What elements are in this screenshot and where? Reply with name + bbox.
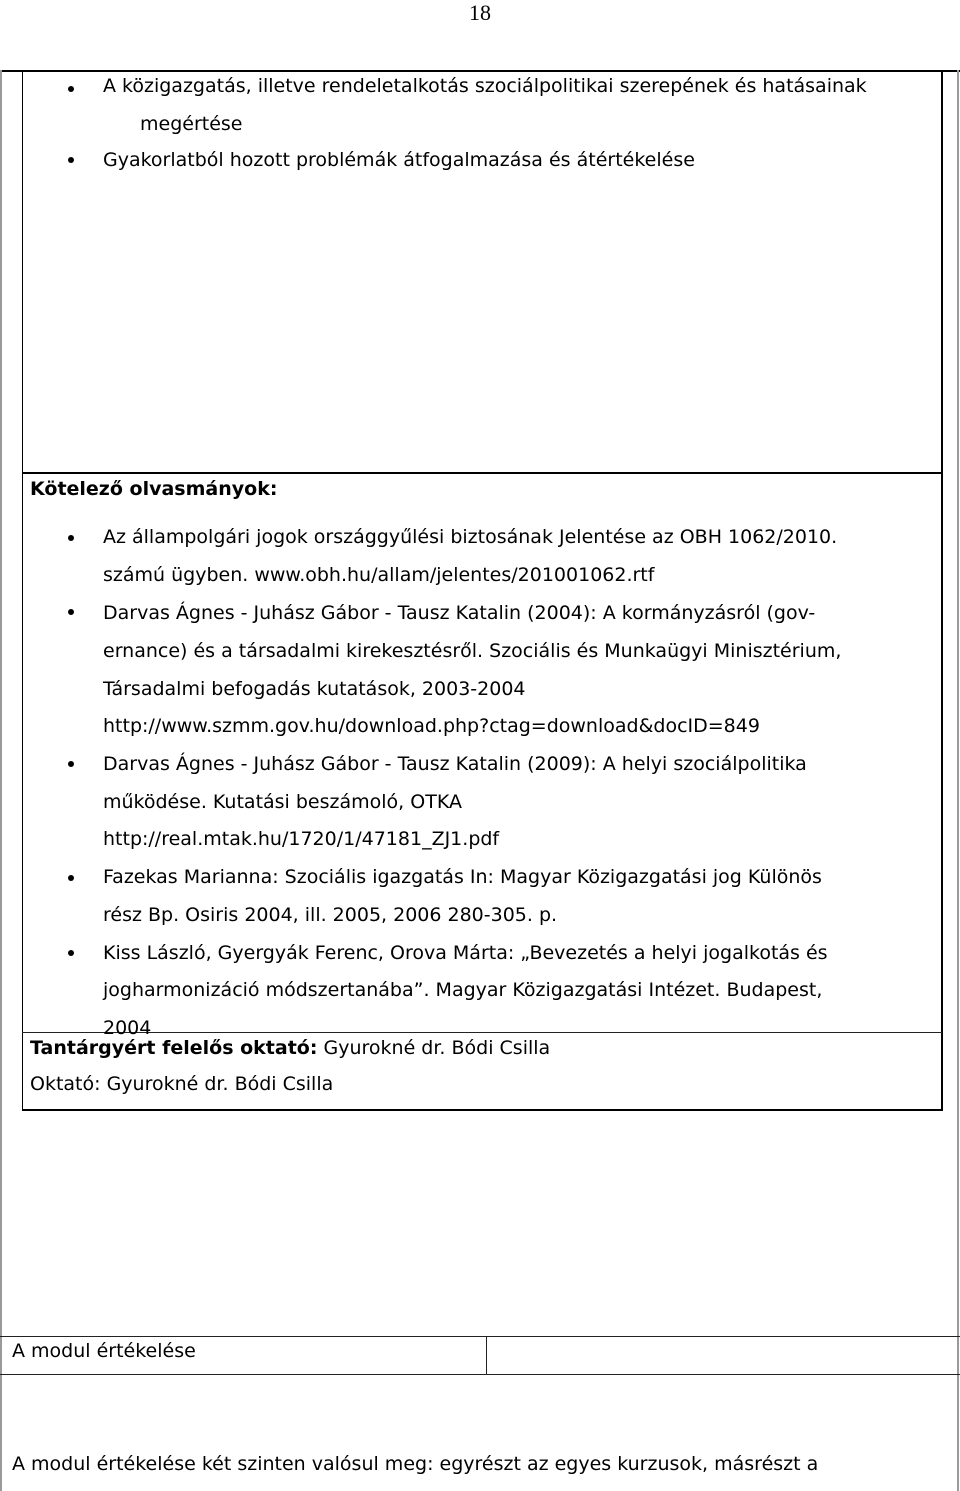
bullet-icon — [68, 875, 74, 881]
reading-line: Kiss László, Gyergyák Ferenc, Orova Márta: „Bevezetés a helyi jogalkotás és — [103, 942, 828, 964]
cell-border-bottom — [22, 1109, 943, 1111]
reading-line: Az állampolgári jogok országgyűlési biztosának Jelentése az OBH 1062/2010. — [103, 526, 838, 548]
reading-line: rész Bp. Osiris 2004, ill. 2005, 2006 280-305. p. — [103, 904, 558, 926]
reading-line: Darvas Ágnes - Juhász Gábor - Tausz Katalin (2009): A helyi szociálpolitika — [103, 753, 807, 775]
reading-line: számú ügyben. www.obh.hu/allam/jelentes/201001062.rtf — [103, 564, 655, 586]
reading-line: 2004 — [103, 1017, 152, 1039]
responsible-divider — [22, 1032, 942, 1033]
bullet-icon — [68, 535, 74, 541]
reading-line: Fazekas Marianna: Szociális igazgatás In: Magyar Közigazgatási jog Különös — [103, 866, 822, 888]
reading-line: Társadalmi befogadás kutatások, 2003-2004 — [103, 678, 526, 700]
objective-line: Gyakorlatból hozott problémák átfogalmazása és átértékelése — [103, 149, 695, 171]
table-border-right-outer — [957, 70, 959, 1491]
readings-heading: Kötelező olvasmányok: — [30, 478, 278, 500]
cell-border-left — [22, 72, 23, 1110]
bullet-icon — [68, 761, 74, 767]
responsible-instructor — [30, 1036, 550, 1060]
reading-line: http://real.mtak.hu/1720/1/47181_ZJ1.pdf — [103, 828, 500, 850]
evaluation-title: A modul értékelése — [12, 1340, 196, 1362]
bullet-icon — [68, 86, 74, 92]
reading-line: működése. Kutatási beszámoló, OTKA — [103, 791, 462, 813]
evaluation-row-top — [0, 1336, 960, 1337]
evaluation-row-divider — [486, 1336, 487, 1374]
reading-line: http://www.szmm.gov.hu/download.php?ctag=download&docID=849 — [103, 715, 760, 737]
evaluation-text: A modul értékelése két szinten valósul meg: egyrészt az egyes kurzusok, másrészt a — [12, 1453, 819, 1475]
objective-line: A közigazgatás, illetve rendeletalkotás szociálpolitikai szerepének és hatásainak — [103, 75, 867, 97]
objective-line: megértése — [140, 113, 243, 135]
table-border-left-outer — [0, 70, 2, 1491]
responsible-label: Tantárgyért felelős oktató: — [30, 1037, 318, 1059]
bullet-icon — [68, 950, 74, 956]
table-border-top — [0, 70, 960, 72]
responsible-name: Gyurokné dr. Bódi Csilla — [317, 1037, 551, 1059]
evaluation-row-bottom — [0, 1374, 960, 1375]
instructor-line: Oktató: Gyurokné dr. Bódi Csilla — [30, 1073, 334, 1095]
page-number: 18 — [469, 0, 491, 25]
cell-border-right — [941, 72, 943, 1110]
readings-divider — [22, 472, 942, 474]
reading-line: Darvas Ágnes - Juhász Gábor - Tausz Katalin (2004): A kormányzásról (gov- — [103, 602, 816, 624]
reading-line: ernance) és a társadalmi kirekesztésről. Szociális és Munkaügyi Minisztérium, — [103, 640, 842, 662]
bullet-icon — [68, 609, 74, 615]
bullet-icon — [68, 157, 74, 163]
reading-line: jogharmonizáció módszertanába”. Magyar Közigazgatási Intézet. Budapest, — [103, 979, 823, 1001]
